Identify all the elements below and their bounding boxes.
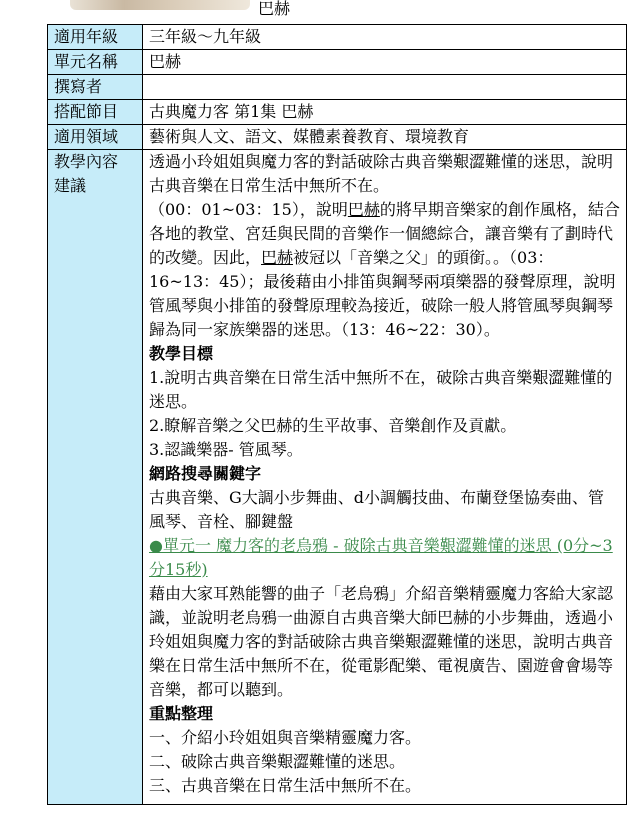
image-caption: 巴赫 bbox=[258, 0, 291, 18]
table-row-content bbox=[48, 150, 627, 805]
goal-item: 1.說明古典音樂在日常生活中無所不在，破除古典音樂艱澀難懂的迷思。 bbox=[149, 368, 613, 411]
timeline-text-a: （00：01~03：15），說明 bbox=[149, 200, 348, 219]
content-label-line1: 教學內容 bbox=[54, 152, 119, 171]
summary-item: 一、介紹小玲姐姐與音樂精靈魔力客。 bbox=[149, 728, 422, 747]
summary-item: 三、古典音樂在日常生活中無所不在。 bbox=[149, 776, 422, 795]
bach-link[interactable]: 巴赫 bbox=[261, 248, 294, 267]
row-value bbox=[143, 75, 627, 100]
table-row bbox=[48, 100, 627, 125]
row-label: 適用年級 bbox=[48, 25, 143, 50]
content-label-line2: 建議 bbox=[54, 176, 87, 195]
goals-heading: 教學目標 bbox=[149, 344, 214, 363]
row-label: 單元名稱 bbox=[48, 50, 143, 75]
timeline-text-b: 的將早期音樂家的創作風格，結合各地的教堂、宮廷與民間的音樂作一個總綜合，讓音樂有了劃時代的改變。因此， bbox=[149, 200, 620, 267]
table-row bbox=[48, 125, 627, 150]
goal-item: 3.認識樂器- 管風琴。 bbox=[149, 440, 303, 459]
row-value: 藝術與人文、語文、媒體素養教育、環境教育 bbox=[143, 125, 627, 150]
summary-heading: 重點整理 bbox=[149, 704, 214, 723]
table-row bbox=[48, 25, 627, 50]
top-strip bbox=[0, 0, 640, 22]
thumbnail-image bbox=[70, 0, 250, 10]
goal-item: 2.瞭解音樂之父巴赫的生平故事、音樂創作及貢獻。 bbox=[149, 416, 517, 435]
unit-one-link[interactable]: ●單元一 魔力客的老烏鴉 - 破除古典音樂艱澀難懂的迷思 (0分~3分15秒) bbox=[149, 536, 613, 579]
intro-paragraph: 透過小玲姐姐與魔力客的對話破除古典音樂艱澀難懂的迷思，說明古典音樂在日常生活中無所不在。 bbox=[149, 152, 614, 195]
timeline-text-c: 被冠以「音樂之父」的頭銜。。（03：16~13：45）；最後藉由小排笛與鋼琴兩項樂器的發聲原理，說明管風琴與小排笛的發聲原理較為接近，破除一般人將管風琴與鋼琴歸為同一家族樂器的迷思。（13：46~22：30）。 bbox=[149, 248, 616, 339]
teaching-content bbox=[143, 150, 627, 805]
row-label: 搭配節目 bbox=[48, 100, 143, 125]
lesson-info-table bbox=[47, 24, 627, 805]
table-row bbox=[48, 75, 627, 100]
row-value: 三年級～九年級 bbox=[143, 25, 627, 50]
row-label: 撰寫者 bbox=[48, 75, 143, 100]
keywords-heading: 網路搜尋關鍵字 bbox=[149, 464, 262, 483]
row-label: 適用領域 bbox=[48, 125, 143, 150]
content-label bbox=[48, 150, 143, 805]
summary-item: 二、破除古典音樂艱澀難懂的迷思。 bbox=[149, 752, 406, 771]
table-row bbox=[48, 50, 627, 75]
row-value: 巴赫 bbox=[143, 50, 627, 75]
bach-link[interactable]: 巴赫 bbox=[347, 200, 380, 219]
unit-description: 藉由大家耳熟能響的曲子「老烏鴉」介紹音樂精靈魔力客給大家認識，並說明老烏鴉一曲源自古典音樂大師巴赫的小步舞曲，透過小玲姐姐與魔力客的對話破除古典音樂艱澀難懂的迷思，說明古典音樂在日常生活中無所不在，從電影配樂、電視廣告、園遊會會場等音樂，都可以聽到。 bbox=[149, 584, 614, 699]
keywords-text: 古典音樂、G大調小步舞曲、d小調觸技曲、布蘭登堡協奏曲、管風琴、音栓、腳鍵盤 bbox=[149, 488, 605, 531]
timeline-paragraph bbox=[149, 198, 620, 342]
row-value: 古典魔力客 第1集 巴赫 bbox=[143, 100, 627, 125]
